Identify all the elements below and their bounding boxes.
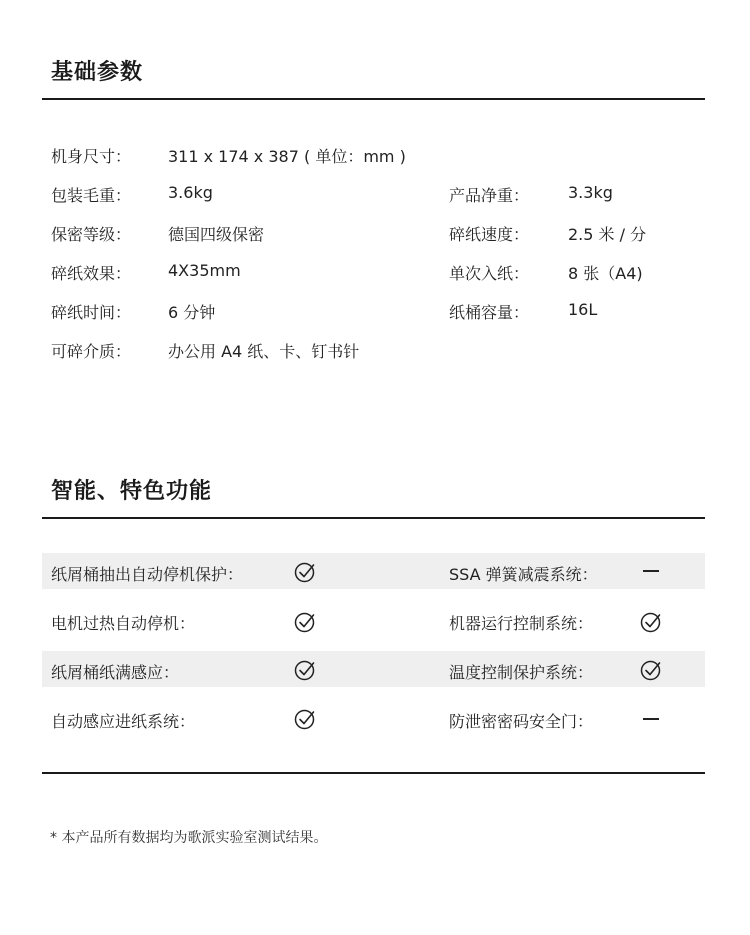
spec-value-run-time: 6 分钟: [168, 303, 216, 322]
spec-label-shred-size: 碎纸效果：: [51, 264, 132, 283]
feature-label: 自动感应进纸系统：: [51, 712, 196, 731]
basic-params-divider: [42, 98, 705, 100]
check-icon: [640, 611, 662, 633]
check-icon: [640, 659, 662, 681]
features-divider: [42, 517, 705, 519]
spec-value-dimensions: 311 x 174 x 387 ( 单位：mm ): [168, 147, 406, 166]
check-icon: [294, 611, 316, 633]
spec-label-sheet-capacity: 单次入纸：: [449, 264, 530, 283]
spec-label-security-level: 保密等级：: [51, 225, 132, 244]
spec-label-shred-speed: 碎纸速度：: [449, 225, 530, 244]
features-bottom-divider: [42, 772, 705, 774]
spec-label-bin-capacity: 纸桶容量：: [449, 303, 530, 322]
feature-label: 纸屑桶纸满感应：: [51, 663, 180, 682]
features-title: 智能、特色功能: [51, 479, 213, 504]
spec-label-run-time: 碎纸时间：: [51, 303, 132, 322]
check-icon: [294, 659, 316, 681]
spec-label-media: 可碎介质：: [51, 342, 132, 361]
feature-label: 防泄密密码安全门：: [449, 712, 594, 731]
spec-label-gross-weight: 包装毛重：: [51, 186, 132, 205]
spec-label-dimensions: 机身尺寸：: [51, 147, 132, 166]
spec-value-gross-weight: 3.6kg: [168, 183, 213, 202]
feature-label: 温度控制保护系统：: [449, 663, 594, 682]
feature-label: 纸屑桶抽出自动停机保护：: [51, 565, 244, 584]
spec-value-security-level: 德国四级保密: [168, 225, 265, 244]
feature-label: 机器运行控制系统：: [449, 614, 594, 633]
feature-label: SSA 弹簧减震系统：: [449, 565, 598, 584]
spec-value-bin-capacity: 16L: [568, 300, 598, 319]
spec-value-media: 办公用 A4 纸、卡、钉书针: [168, 342, 360, 361]
dash-icon: [643, 570, 659, 572]
spec-value-shred-speed: 2.5 米 / 分: [568, 225, 647, 244]
spec-value-shred-size: 4X35mm: [168, 261, 241, 280]
spec-label-net-weight: 产品净重：: [449, 186, 530, 205]
footnote: * 本产品所有数据均为歌派实验室测试结果。: [50, 830, 328, 846]
dash-icon: [643, 718, 659, 720]
check-icon: [294, 708, 316, 730]
basic-params-title: 基础参数: [51, 60, 144, 85]
spec-value-net-weight: 3.3kg: [568, 183, 613, 202]
check-icon: [294, 561, 316, 583]
feature-label: 电机过热自动停机：: [51, 614, 196, 633]
spec-value-sheet-capacity: 8 张（A4): [568, 264, 643, 283]
